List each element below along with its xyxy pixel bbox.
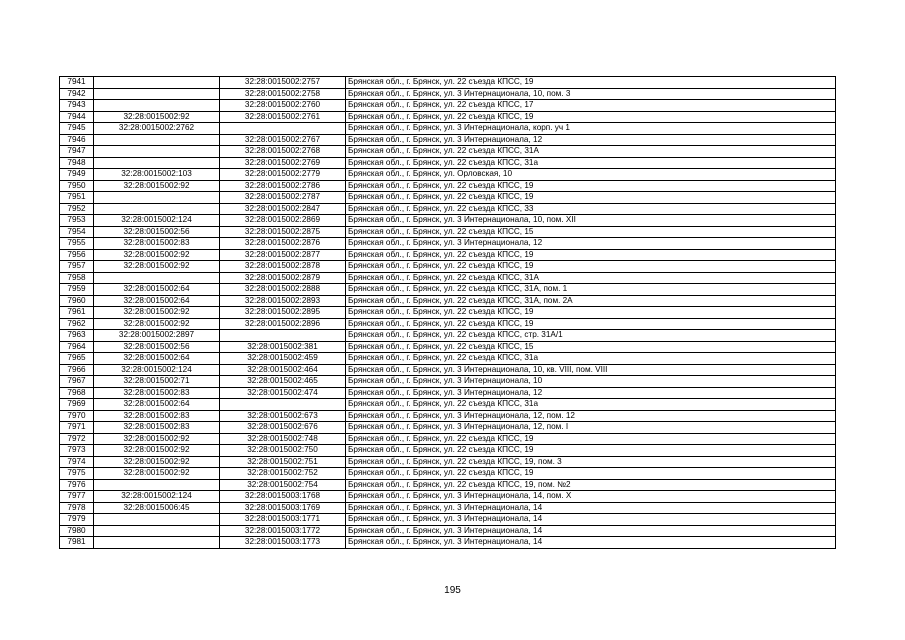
address-cell: Брянская обл., г. Брянск, ул. 3 Интернационала, 12, пом. 12 <box>346 410 836 422</box>
address-cell: Брянская обл., г. Брянск, ул. 3 Интернационала, 14 <box>346 514 836 526</box>
cadastral-number-cell: 32:28:0015002:2767 <box>220 134 346 146</box>
address-cell: Брянская обл., г. Брянск, ул. 3 Интернационала, 12 <box>346 134 836 146</box>
parent-cadastral-number-cell: 32:28:0015002:92 <box>94 433 220 445</box>
cadastral-number-cell: 32:28:0015003:1768 <box>220 491 346 503</box>
address-cell: Брянская обл., г. Брянск, ул. 22 съезда КПСС, 19, пом. 3 <box>346 456 836 468</box>
address-cell: Брянская обл., г. Брянск, ул. 22 съезда КПСС, 19 <box>346 249 836 261</box>
row-number-cell: 7977 <box>60 491 94 503</box>
parent-cadastral-number-cell: 32:28:0015002:103 <box>94 169 220 181</box>
row-number-cell: 7941 <box>60 77 94 89</box>
parent-cadastral-number-cell <box>94 203 220 215</box>
table-row <box>60 284 836 296</box>
row-number-cell: 7946 <box>60 134 94 146</box>
address-cell: Брянская обл., г. Брянск, ул. 22 съезда КПСС, 19 <box>346 180 836 192</box>
cadastral-number-cell <box>220 399 346 411</box>
address-cell: Брянская обл., г. Брянск, ул. 22 съезда КПСС, 17 <box>346 100 836 112</box>
parent-cadastral-number-cell: 32:28:0015002:124 <box>94 491 220 503</box>
address-cell: Брянская обл., г. Брянск, ул. 22 съезда КПСС, 19 <box>346 77 836 89</box>
row-number-cell: 7963 <box>60 330 94 342</box>
cadastral-number-cell: 32:28:0015002:2893 <box>220 295 346 307</box>
parent-cadastral-number-cell: 32:28:0015002:83 <box>94 238 220 250</box>
parent-cadastral-number-cell <box>94 272 220 284</box>
address-cell: Брянская обл., г. Брянск, ул. 22 съезда КПСС, 31а <box>346 399 836 411</box>
table-row <box>60 341 836 353</box>
row-number-cell: 7953 <box>60 215 94 227</box>
row-number-cell: 7955 <box>60 238 94 250</box>
table-row <box>60 77 836 89</box>
cadastral-number-cell: 32:28:0015002:464 <box>220 364 346 376</box>
parent-cadastral-number-cell: 32:28:0015002:64 <box>94 399 220 411</box>
address-cell: Брянская обл., г. Брянск, ул. 3 Интернационала, 12 <box>346 387 836 399</box>
row-number-cell: 7971 <box>60 422 94 434</box>
address-cell: Брянская обл., г. Брянск, ул. 22 съезда КПСС, 19 <box>346 318 836 330</box>
cadastral-number-cell: 32:28:0015002:459 <box>220 353 346 365</box>
address-cell: Брянская обл., г. Брянск, ул. 3 Интернационала, 14, пом. X <box>346 491 836 503</box>
cadastral-number-cell: 32:28:0015002:676 <box>220 422 346 434</box>
table-row <box>60 192 836 204</box>
row-number-cell: 7967 <box>60 376 94 388</box>
table-row <box>60 364 836 376</box>
parent-cadastral-number-cell: 32:28:0015002:92 <box>94 445 220 457</box>
parent-cadastral-number-cell: 32:28:0015002:92 <box>94 180 220 192</box>
parent-cadastral-number-cell <box>94 514 220 526</box>
property-register-table <box>59 76 836 549</box>
table-row <box>60 422 836 434</box>
table-row <box>60 238 836 250</box>
row-number-cell: 7957 <box>60 261 94 273</box>
parent-cadastral-number-cell: 32:28:0015002:64 <box>94 353 220 365</box>
table-row <box>60 433 836 445</box>
cadastral-number-cell: 32:28:0015002:2869 <box>220 215 346 227</box>
table-row <box>60 491 836 503</box>
table-row <box>60 514 836 526</box>
cadastral-number-cell: 32:28:0015003:1773 <box>220 537 346 549</box>
cadastral-number-cell: 32:28:0015002:2768 <box>220 146 346 158</box>
row-number-cell: 7974 <box>60 456 94 468</box>
parent-cadastral-number-cell <box>94 537 220 549</box>
row-number-cell: 7962 <box>60 318 94 330</box>
parent-cadastral-number-cell: 32:28:0015002:64 <box>94 295 220 307</box>
cadastral-number-cell: 32:28:0015002:2779 <box>220 169 346 181</box>
row-number-cell: 7969 <box>60 399 94 411</box>
row-number-cell: 7945 <box>60 123 94 135</box>
cadastral-number-cell: 32:28:0015002:2888 <box>220 284 346 296</box>
parent-cadastral-number-cell: 32:28:0015002:92 <box>94 468 220 480</box>
address-cell: Брянская обл., г. Брянск, ул. 22 съезда КПСС, 31А, пом. 2А <box>346 295 836 307</box>
cadastral-number-cell: 32:28:0015002:2878 <box>220 261 346 273</box>
table-row <box>60 100 836 112</box>
cadastral-number-cell: 32:28:0015002:2769 <box>220 157 346 169</box>
table-row <box>60 180 836 192</box>
parent-cadastral-number-cell: 32:28:0015002:2762 <box>94 123 220 135</box>
address-cell: Брянская обл., г. Брянск, ул. 3 Интернационала, 10, кв. VIII, пом. VIII <box>346 364 836 376</box>
table-row <box>60 249 836 261</box>
parent-cadastral-number-cell <box>94 192 220 204</box>
table-row <box>60 261 836 273</box>
row-number-cell: 7981 <box>60 537 94 549</box>
row-number-cell: 7965 <box>60 353 94 365</box>
cadastral-number-cell: 32:28:0015002:2879 <box>220 272 346 284</box>
register-table-body <box>60 77 836 549</box>
table-row <box>60 502 836 514</box>
address-cell: Брянская обл., г. Брянск, ул. 22 съезда КПСС, 19 <box>346 111 836 123</box>
row-number-cell: 7973 <box>60 445 94 457</box>
row-number-cell: 7949 <box>60 169 94 181</box>
table-row <box>60 399 836 411</box>
address-cell: Брянская обл., г. Брянск, ул. 3 Интернационала, 14 <box>346 537 836 549</box>
address-cell: Брянская обл., г. Брянск, ул. 22 съезда КПСС, 31А <box>346 272 836 284</box>
table-row <box>60 295 836 307</box>
address-cell: Брянская обл., г. Брянск, ул. 3 Интернационала, 14 <box>346 502 836 514</box>
row-number-cell: 7979 <box>60 514 94 526</box>
parent-cadastral-number-cell: 32:28:0015002:92 <box>94 249 220 261</box>
parent-cadastral-number-cell: 32:28:0015002:64 <box>94 284 220 296</box>
row-number-cell: 7961 <box>60 307 94 319</box>
row-number-cell: 7970 <box>60 410 94 422</box>
cadastral-number-cell: 32:28:0015002:2761 <box>220 111 346 123</box>
row-number-cell: 7958 <box>60 272 94 284</box>
cadastral-number-cell: 32:28:0015002:2875 <box>220 226 346 238</box>
address-cell: Брянская обл., г. Брянск, ул. 22 съезда КПСС, 15 <box>346 226 836 238</box>
table-row <box>60 272 836 284</box>
parent-cadastral-number-cell: 32:28:0015002:83 <box>94 422 220 434</box>
address-cell: Брянская обл., г. Брянск, ул. 22 съезда КПСС, стр. 31А/1 <box>346 330 836 342</box>
address-cell: Брянская обл., г. Брянск, ул. 3 Интернационала, 12 <box>346 238 836 250</box>
parent-cadastral-number-cell: 32:28:0015002:92 <box>94 318 220 330</box>
parent-cadastral-number-cell: 32:28:0015002:83 <box>94 410 220 422</box>
cadastral-number-cell: 32:28:0015002:748 <box>220 433 346 445</box>
row-number-cell: 7944 <box>60 111 94 123</box>
row-number-cell: 7964 <box>60 341 94 353</box>
cadastral-number-cell: 32:28:0015002:2876 <box>220 238 346 250</box>
address-cell: Брянская обл., г. Брянск, ул. 22 съезда КПСС, 19 <box>346 192 836 204</box>
cadastral-number-cell: 32:28:0015002:754 <box>220 479 346 491</box>
cadastral-number-cell: 32:28:0015002:2758 <box>220 88 346 100</box>
table-row <box>60 353 836 365</box>
table-row <box>60 468 836 480</box>
address-cell: Брянская обл., г. Брянск, ул. 22 съезда КПСС, 19 <box>346 307 836 319</box>
address-cell: Брянская обл., г. Брянск, ул. 3 Интернационала, 12, пом. I <box>346 422 836 434</box>
row-number-cell: 7954 <box>60 226 94 238</box>
row-number-cell: 7959 <box>60 284 94 296</box>
parent-cadastral-number-cell: 32:28:0015002:124 <box>94 215 220 227</box>
parent-cadastral-number-cell <box>94 100 220 112</box>
table-row <box>60 525 836 537</box>
table-row <box>60 479 836 491</box>
table-row <box>60 226 836 238</box>
row-number-cell: 7950 <box>60 180 94 192</box>
cadastral-number-cell: 32:28:0015002:752 <box>220 468 346 480</box>
cadastral-number-cell: 32:28:0015002:2877 <box>220 249 346 261</box>
table-row <box>60 215 836 227</box>
table-row <box>60 169 836 181</box>
table-row <box>60 307 836 319</box>
row-number-cell: 7947 <box>60 146 94 158</box>
parent-cadastral-number-cell: 32:28:0015002:83 <box>94 387 220 399</box>
parent-cadastral-number-cell: 32:28:0015002:71 <box>94 376 220 388</box>
address-cell: Брянская обл., г. Брянск, ул. 22 съезда КПСС, 31А <box>346 146 836 158</box>
address-cell: Брянская обл., г. Брянск, ул. 22 съезда КПСС, 33 <box>346 203 836 215</box>
parent-cadastral-number-cell <box>94 525 220 537</box>
row-number-cell: 7978 <box>60 502 94 514</box>
cadastral-number-cell: 32:28:0015002:2895 <box>220 307 346 319</box>
row-number-cell: 7952 <box>60 203 94 215</box>
cadastral-number-cell: 32:28:0015003:1771 <box>220 514 346 526</box>
cadastral-number-cell: 32:28:0015002:2787 <box>220 192 346 204</box>
parent-cadastral-number-cell: 32:28:0015002:2897 <box>94 330 220 342</box>
row-number-cell: 7948 <box>60 157 94 169</box>
cadastral-number-cell: 32:28:0015003:1772 <box>220 525 346 537</box>
table-row <box>60 203 836 215</box>
row-number-cell: 7956 <box>60 249 94 261</box>
cadastral-number-cell: 32:28:0015003:1769 <box>220 502 346 514</box>
row-number-cell: 7966 <box>60 364 94 376</box>
address-cell: Брянская обл., г. Брянск, ул. 3 Интернационала, 10 <box>346 376 836 388</box>
cadastral-number-cell: 32:28:0015002:474 <box>220 387 346 399</box>
table-row <box>60 88 836 100</box>
address-cell: Брянская обл., г. Брянск, ул. 3 Интернационала, 10, пом. XII <box>346 215 836 227</box>
address-cell: Брянская обл., г. Брянск, ул. 22 съезда КПСС, 31а <box>346 353 836 365</box>
address-cell: Брянская обл., г. Брянск, ул. 3 Интернационала, 14 <box>346 525 836 537</box>
row-number-cell: 7942 <box>60 88 94 100</box>
address-cell: Брянская обл., г. Брянск, ул. 22 съезда КПСС, 19 <box>346 445 836 457</box>
row-number-cell: 7943 <box>60 100 94 112</box>
table-row <box>60 146 836 158</box>
address-cell: Брянская обл., г. Брянск, ул. 3 Интернационала, 10, пом. 3 <box>346 88 836 100</box>
parent-cadastral-number-cell <box>94 88 220 100</box>
address-cell: Брянская обл., г. Брянск, ул. 22 съезда КПСС, 19 <box>346 468 836 480</box>
row-number-cell: 7968 <box>60 387 94 399</box>
row-number-cell: 7951 <box>60 192 94 204</box>
parent-cadastral-number-cell: 32:28:0015002:56 <box>94 226 220 238</box>
address-cell: Брянская обл., г. Брянск, ул. 22 съезда КПСС, 31а <box>346 157 836 169</box>
parent-cadastral-number-cell <box>94 134 220 146</box>
cadastral-number-cell: 32:28:0015002:750 <box>220 445 346 457</box>
cadastral-number-cell: 32:28:0015002:2757 <box>220 77 346 89</box>
address-cell: Брянская обл., г. Брянск, ул. 22 съезда КПСС, 19 <box>346 433 836 445</box>
table-row <box>60 445 836 457</box>
parent-cadastral-number-cell <box>94 146 220 158</box>
table-row <box>60 157 836 169</box>
parent-cadastral-number-cell: 32:28:0015002:124 <box>94 364 220 376</box>
parent-cadastral-number-cell: 32:28:0015002:92 <box>94 111 220 123</box>
table-row <box>60 111 836 123</box>
address-cell: Брянская обл., г. Брянск, ул. 3 Интернационала, корп. уч 1 <box>346 123 836 135</box>
table-row <box>60 330 836 342</box>
cadastral-number-cell <box>220 123 346 135</box>
table-row <box>60 410 836 422</box>
table-row <box>60 456 836 468</box>
cadastral-number-cell: 32:28:0015002:751 <box>220 456 346 468</box>
parent-cadastral-number-cell <box>94 479 220 491</box>
address-cell: Брянская обл., г. Брянск, ул. 22 съезда КПСС, 19, пом. №2 <box>346 479 836 491</box>
cadastral-number-cell: 32:28:0015002:465 <box>220 376 346 388</box>
table-row <box>60 318 836 330</box>
address-cell: Брянская обл., г. Брянск, ул. Орловская, 10 <box>346 169 836 181</box>
parent-cadastral-number-cell: 32:28:0015006:45 <box>94 502 220 514</box>
page-number: 195 <box>444 585 461 596</box>
cadastral-number-cell: 32:28:0015002:2760 <box>220 100 346 112</box>
row-number-cell: 7976 <box>60 479 94 491</box>
cadastral-number-cell: 32:28:0015002:381 <box>220 341 346 353</box>
address-cell: Брянская обл., г. Брянск, ул. 22 съезда КПСС, 19 <box>346 261 836 273</box>
address-cell: Брянская обл., г. Брянск, ул. 22 съезда КПСС, 15 <box>346 341 836 353</box>
row-number-cell: 7980 <box>60 525 94 537</box>
row-number-cell: 7975 <box>60 468 94 480</box>
table-row <box>60 537 836 549</box>
cadastral-number-cell: 32:28:0015002:2896 <box>220 318 346 330</box>
cadastral-number-cell: 32:28:0015002:673 <box>220 410 346 422</box>
parent-cadastral-number-cell: 32:28:0015002:92 <box>94 261 220 273</box>
parent-cadastral-number-cell: 32:28:0015002:92 <box>94 456 220 468</box>
parent-cadastral-number-cell: 32:28:0015002:56 <box>94 341 220 353</box>
table-row <box>60 376 836 388</box>
row-number-cell: 7972 <box>60 433 94 445</box>
table-row <box>60 134 836 146</box>
table-row <box>60 387 836 399</box>
parent-cadastral-number-cell <box>94 77 220 89</box>
cadastral-number-cell <box>220 330 346 342</box>
table-row <box>60 123 836 135</box>
address-cell: Брянская обл., г. Брянск, ул. 22 съезда КПСС, 31А, пом. 1 <box>346 284 836 296</box>
parent-cadastral-number-cell: 32:28:0015002:92 <box>94 307 220 319</box>
cadastral-number-cell: 32:28:0015002:2786 <box>220 180 346 192</box>
cadastral-number-cell: 32:28:0015002:2847 <box>220 203 346 215</box>
parent-cadastral-number-cell <box>94 157 220 169</box>
row-number-cell: 7960 <box>60 295 94 307</box>
